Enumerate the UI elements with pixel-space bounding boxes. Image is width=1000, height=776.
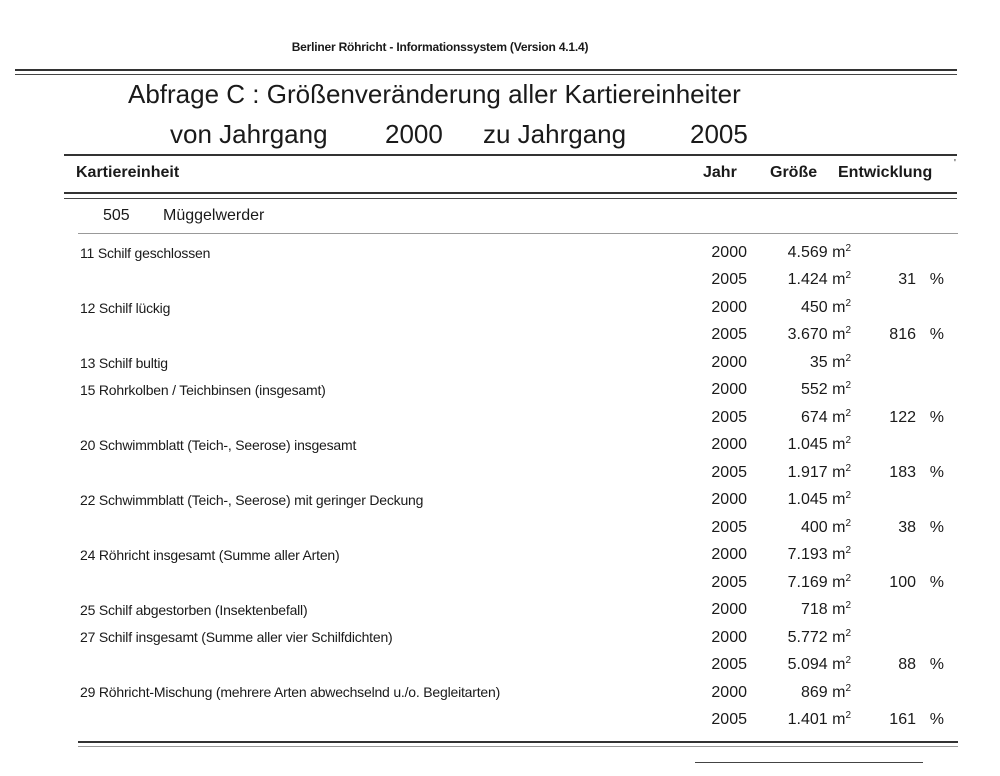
header-rule-top	[15, 69, 957, 71]
row-year: 2000	[711, 354, 747, 371]
row-size: 5.772 $m^2$	[787, 628, 851, 646]
item-label: 15 Rohrkolben / Teichbinsen (insgesamt)	[80, 382, 326, 398]
row-year: 2005	[711, 519, 747, 536]
section-number: 505	[103, 207, 130, 224]
row-size: 1.424 $m^2$	[787, 270, 851, 288]
column-header-size: Größe	[770, 164, 818, 181]
columns-rule-bottom-2	[64, 198, 957, 199]
percent-sign: %	[929, 464, 944, 481]
row-year: 2000	[711, 299, 747, 316]
footer-signature-rule	[695, 762, 923, 763]
item-label: 24 Röhricht insgesamt (Summe aller Arten)	[80, 547, 340, 563]
row-size: 5.094 $m^2$	[787, 655, 851, 673]
corner-mark: '	[954, 158, 956, 169]
footer-rule-2	[78, 746, 958, 747]
row-development: 100	[889, 574, 916, 591]
columns-rule-bottom-1	[64, 192, 957, 194]
row-development: 88	[898, 656, 916, 673]
row-development: 38	[898, 519, 916, 536]
row-year: 2000	[711, 629, 747, 646]
query-title: Abfrage C : Größenveränderung aller Kartiereinheiter	[128, 79, 741, 109]
item-label: 29 Röhricht-Mischung (mehrere Arten abwechselnd u./o. Begleitarten)	[80, 684, 501, 700]
percent-sign: %	[929, 519, 944, 536]
row-year: 2000	[711, 381, 747, 398]
percent-sign: %	[929, 574, 944, 591]
row-size: 450 $m^2$	[800, 298, 851, 316]
footer-rule-1	[78, 741, 958, 743]
row-year: 2005	[711, 271, 747, 288]
column-header-year: Jahr	[703, 164, 737, 181]
row-size: 400 $m^2$	[800, 518, 851, 536]
row-development: 122	[889, 409, 916, 426]
item-label: 25 Schilf abgestorben (Insektenbefall)	[80, 602, 308, 618]
row-size: 1.045 $m^2$	[787, 490, 851, 508]
row-year: 2005	[711, 574, 747, 591]
row-size: 1.917 $m^2$	[787, 463, 851, 481]
row-size: 674 $m^2$	[800, 408, 851, 426]
row-year: 2005	[711, 656, 747, 673]
row-year: 2000	[711, 601, 747, 618]
row-year: 2005	[711, 326, 747, 343]
to-year: 2005	[690, 119, 748, 149]
row-development: 183	[889, 464, 916, 481]
item-label: 13 Schilf bultig	[80, 355, 168, 371]
row-year: 2000	[711, 244, 747, 261]
row-year: 2000	[711, 491, 747, 508]
header-rule-bottom	[15, 74, 957, 75]
row-development: 161	[889, 711, 916, 728]
from-year: 2000	[385, 119, 443, 149]
item-label: 27 Schilf insgesamt (Summe aller vier Schilfdichten)	[80, 629, 393, 645]
row-year: 2000	[711, 684, 747, 701]
row-size: 718 $m^2$	[800, 600, 851, 618]
system-title: Berliner Röhricht - Informationssystem (Version 4.1.4)	[291, 40, 589, 54]
row-year: 2000	[711, 436, 747, 453]
percent-sign: %	[929, 409, 944, 426]
row-size: 869 $m^2$	[800, 683, 851, 701]
row-size: 7.193 $m^2$	[787, 545, 851, 563]
row-year: 2005	[711, 711, 747, 728]
item-label: 11 Schilf geschlossen	[80, 245, 211, 261]
row-size: 7.169 $m^2$	[787, 573, 851, 591]
item-label: 22 Schwimmblatt (Teich-, Seerose) mit geringer Deckung	[80, 492, 424, 508]
item-label: 20 Schwimmblatt (Teich-, Seerose) insgesamt	[80, 437, 357, 453]
row-size: 1.401 $m^2$	[787, 710, 851, 728]
row-development: 31	[898, 271, 916, 288]
from-label: von Jahrgang	[170, 119, 328, 149]
row-year: 2005	[711, 409, 747, 426]
percent-sign: %	[929, 711, 944, 728]
percent-sign: %	[929, 326, 944, 343]
row-development: 816	[889, 326, 916, 343]
column-header-unit: Kartiereinheit	[76, 164, 180, 181]
item-label: 12 Schilf lückig	[80, 300, 171, 316]
column-header-development: Entwicklung	[838, 164, 933, 181]
row-size: 3.670 $m^2$	[787, 325, 851, 343]
row-year: 2000	[711, 546, 747, 563]
row-size: 35 $m^2$	[809, 353, 851, 371]
row-year: 2005	[711, 464, 747, 481]
section-rule	[78, 233, 958, 234]
percent-sign: %	[929, 656, 944, 673]
row-size: 552 $m^2$	[800, 380, 851, 398]
section-name: Müggelwerder	[163, 207, 265, 224]
percent-sign: %	[929, 271, 944, 288]
to-label: zu Jahrgang	[483, 119, 627, 149]
row-size: 1.045 $m^2$	[787, 435, 851, 453]
columns-rule-top	[64, 154, 957, 156]
row-size: 4.569 $m^2$	[787, 243, 851, 261]
